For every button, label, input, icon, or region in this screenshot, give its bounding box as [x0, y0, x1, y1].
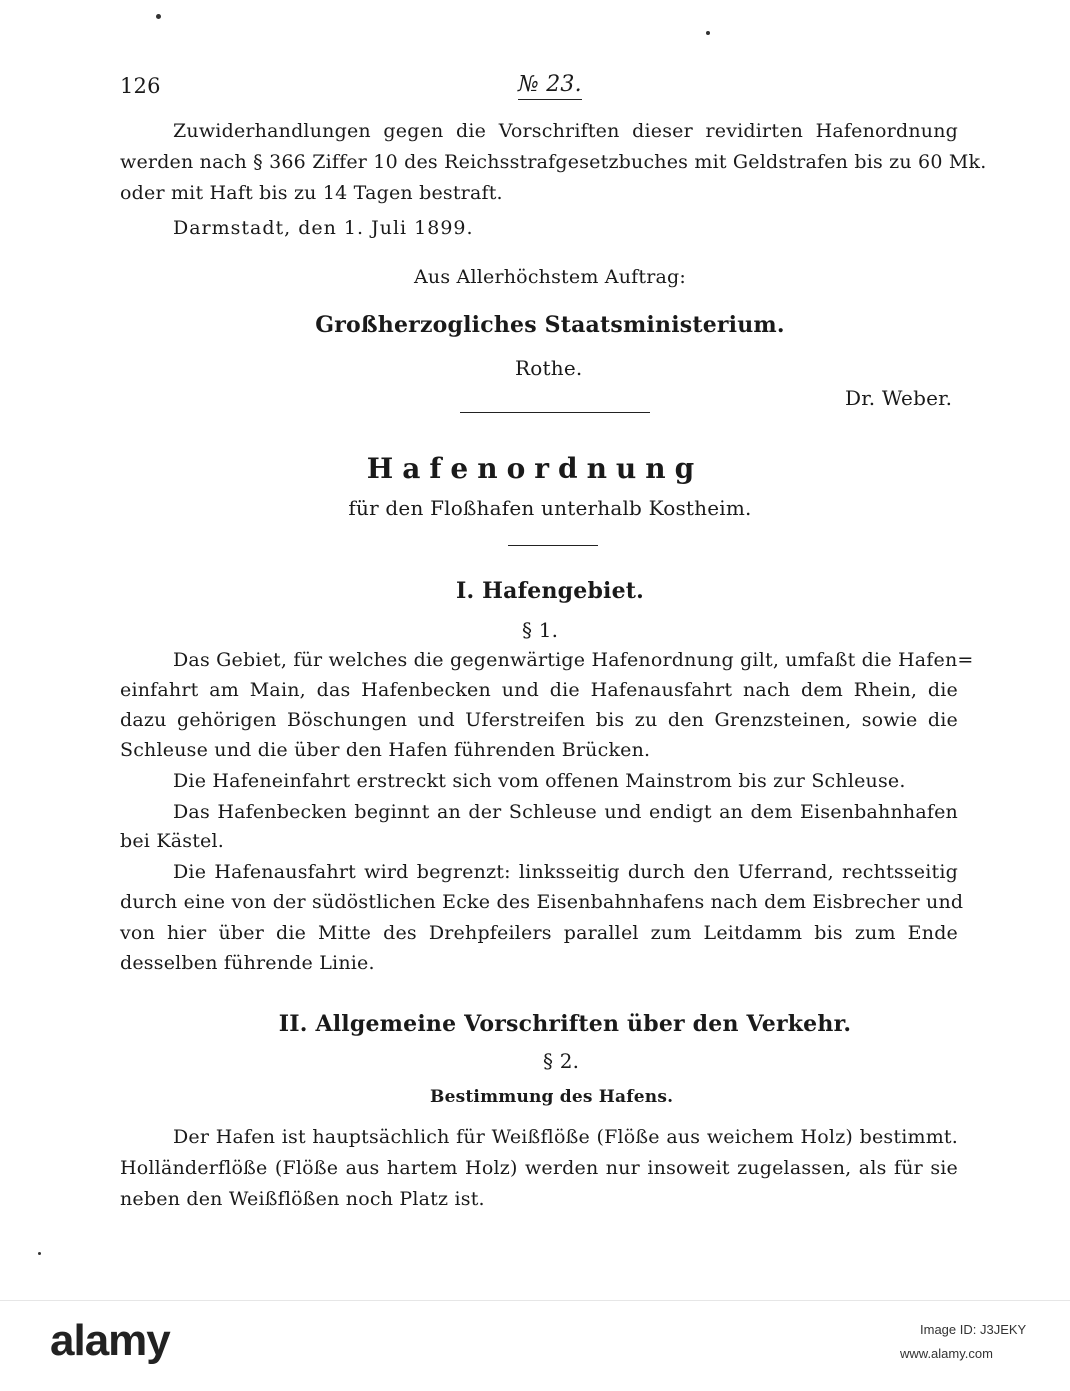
page-number: 126 [120, 74, 161, 98]
issue-number: № 23. [518, 72, 582, 100]
body-line: Schleuse und die über den Hafen führenden Brücken. [120, 739, 651, 761]
intro-line: oder mit Haft bis zu 14 Tagen bestraft. [120, 182, 503, 204]
signatory-left: Rothe. [515, 356, 583, 380]
body-line: durch eine von der südöstlichen Ecke des Eisenbahnhafens nach dem Eisbrecher und [120, 891, 964, 913]
alamy-logo: alamy [50, 1316, 170, 1365]
image-id: Image ID: J3JEKY [920, 1322, 1027, 1337]
document-title: Hafenordnung [366, 452, 704, 485]
body-line: Die Hafenausfahrt wird begrenzt: linksseitig durch den Uferrand, rechtsseitig [173, 861, 958, 883]
body-line: Das Gebiet, für welches die gegenwärtige Hafenordnung gilt, umfaßt die Hafen= [173, 649, 974, 671]
body-line: Holländerflöße (Flöße aus hartem Holz) werden nur insoweit zugelassen, als für sie [120, 1157, 958, 1179]
separator-rule [508, 545, 598, 546]
intro-line: werden nach § 366 Ziffer 10 des Reichsstrafgesetzbuches mit Geldstrafen bis zu 60 Mk. [120, 151, 987, 173]
body-line: desselben führende Linie. [120, 952, 375, 974]
section-subheading: Bestimmung des Hafens. [430, 1087, 674, 1107]
scan-speck [38, 1252, 41, 1255]
date-line: Darmstadt, den 1. Juli 1899. [173, 217, 474, 239]
body-line: von hier über die Mitte des Drehpfeilers parallel zum Leitdamm bis zum Ende [120, 922, 958, 944]
section-heading: I. Hafengebiet. [455, 578, 645, 604]
body-line: Das Hafenbecken beginnt an der Schleuse und endigt an dem Eisenbahnhafen [173, 801, 958, 823]
signatory-right: Dr. Weber. [845, 386, 953, 410]
ministry-name: Großherzogliches Staatsministerium. [315, 312, 785, 338]
body-line: bei Kästel. [120, 830, 224, 852]
scan-speck [156, 14, 161, 19]
paragraph-mark: § 2. [543, 1049, 580, 1073]
stock-url[interactable]: www.alamy.com [900, 1346, 993, 1361]
separator-rule [460, 412, 650, 413]
body-line: einfahrt am Main, das Hafenbecken und die Hafenausfahrt nach dem Rhein, die [120, 679, 958, 701]
scan-speck [706, 31, 710, 35]
body-line: Die Hafeneinfahrt erstreckt sich vom offenen Mainstrom bis zur Schleuse. [173, 770, 906, 792]
body-line: Der Hafen ist hauptsächlich für Weißflöße (Flöße aus weichem Holz) bestimmt. [173, 1126, 958, 1148]
intro-line: Zuwiderhandlungen gegen die Vorschriften dieser revidirten Hafenordnung [173, 120, 958, 142]
paragraph-mark: § 1. [522, 618, 559, 642]
section-heading: II. Allgemeine Vorschriften über den Verkehr. [278, 1011, 852, 1037]
document-subtitle: für den Floßhafen unterhalb Kostheim. [348, 496, 752, 520]
body-line: dazu gehörigen Böschungen und Uferstreifen bis zu den Grenzsteinen, sowie die [120, 709, 958, 731]
commission-line: Aus Allerhöchstem Auftrag: [414, 266, 686, 288]
body-line: neben den Weißflößen noch Platz ist. [120, 1188, 485, 1210]
